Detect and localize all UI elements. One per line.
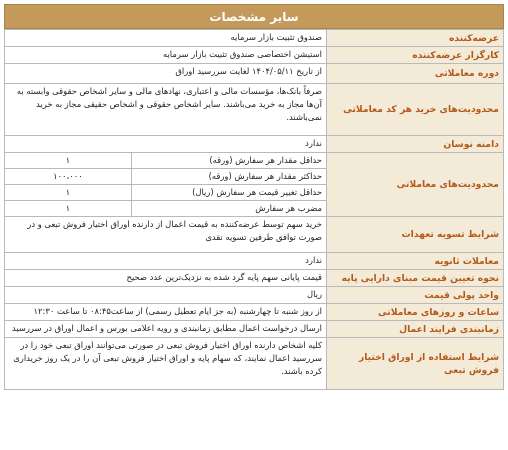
specs-table [4, 29, 504, 390]
row-label: نحوه تعیین قیمت مبنای دارایی پایه [327, 270, 504, 287]
table-row [5, 64, 504, 84]
row-value: ندارد [5, 136, 327, 153]
row-value: ریال [5, 287, 327, 304]
sub-key: حداقل مقدار هر سفارش (ورقه) [131, 153, 326, 169]
row-label: شرایط تسویه تعهدات [327, 217, 504, 253]
table-row [5, 136, 504, 153]
row-label: عرضه‌کننده [327, 30, 504, 47]
table-row [5, 321, 504, 338]
row-value: ارسال درخواست اعمال مطابق زمانبندی و رویه اعلامی بورس و اعمال اوراق در سررسید [5, 321, 327, 338]
table-row [5, 338, 504, 390]
sub-value: ۱ [5, 153, 131, 169]
sub-key: حداکثر مقدار هر سفارش (ورقه) [131, 169, 326, 185]
row-value: صندوق تثبیت بازار سرمایه [5, 30, 327, 47]
row-label: کارگزار عرضه‌کننده [327, 47, 504, 64]
row-value: کلیه اشخاص دارنده اوراق اختیار فروش تبعی در صورتی می‌توانند اوراق تبعی خود را در سررسید اعمال نمایند، که سهام پایه و اوراق اختیار فروش تبعی آن را در یک روز خریداری کرده باشند. [5, 338, 327, 390]
table-row [5, 270, 504, 287]
sub-key: حداقل تغییر قیمت هر سفارش (ریال) [131, 185, 326, 201]
table-row [5, 153, 504, 217]
panel-title: سایر مشخصات [4, 4, 504, 29]
table-row [5, 287, 504, 304]
sub-row [5, 185, 326, 201]
row-label: محدودیت‌های معاملاتی [327, 153, 504, 217]
table-row [5, 217, 504, 253]
sub-row [5, 153, 326, 169]
sub-value: ۱ [65, 203, 71, 213]
row-label: واحد پولی قیمت [327, 287, 504, 304]
table-row [5, 253, 504, 270]
sub-row [5, 201, 326, 217]
row-value: از تاریخ ۱۴۰۴/۰۵/۱۱ لغایت سررسید اوراق [5, 64, 327, 84]
row-label: دوره معاملاتی [327, 64, 504, 84]
row-label: دامنه نوسان [327, 136, 504, 153]
row-label: معاملات ثانویه [327, 253, 504, 270]
row-value: استیشن اختصاصی صندوق تثبیت بازار سرمایه [5, 47, 327, 64]
row-label: محدودیت‌های خرید هر کد معاملاتی [327, 84, 504, 136]
row-value [5, 153, 327, 217]
sub-row [5, 169, 326, 185]
row-value: ندارد [5, 253, 327, 270]
sub-value: ۱۰۰،۰۰۰ [5, 169, 131, 185]
table-row [5, 304, 504, 321]
trading-limits-table [5, 153, 326, 216]
row-value: قیمت پایانی سهم پایه گرد شده به نزدیک‌ترین عدد صحیح [5, 270, 327, 287]
row-value: صرفاً بانک‌ها، مؤسسات مالی و اعتباری، نهادهای مالی و سایر اشخاص حقوقی وابسته به آن‌ها مجاز به خرید می‌باشند. سایر اشخاص حقوقی و اشخاص حقیقی مجاز به خرید نمی‌باشند. [5, 84, 327, 136]
row-value: از روز شنبه تا چهارشنبه (به جز ایام تعطیل رسمی) از ساعت۰۸:۴۵ تا ساعت ۱۲:۳۰ [5, 304, 327, 321]
specs-panel [4, 4, 504, 390]
sub-value: ۱ [5, 185, 131, 201]
table-row [5, 47, 504, 64]
sub-key: مضرب هر سفارش [131, 201, 326, 217]
row-label: ساعات و روزهای معاملاتی [327, 304, 504, 321]
row-label: زمانبندی فرایند اعمال [327, 321, 504, 338]
table-row [5, 84, 504, 136]
row-label: شرایط استفاده از اوراق اختیار فروش تبعی [327, 338, 504, 390]
table-row [5, 30, 504, 47]
row-value: خرید سهم توسط عرضه‌کننده به قیمت اعمال از دارنده اوراق اختیار فروش تبعی و در صورت توافق طرفین تسویه نقدی [5, 217, 327, 253]
